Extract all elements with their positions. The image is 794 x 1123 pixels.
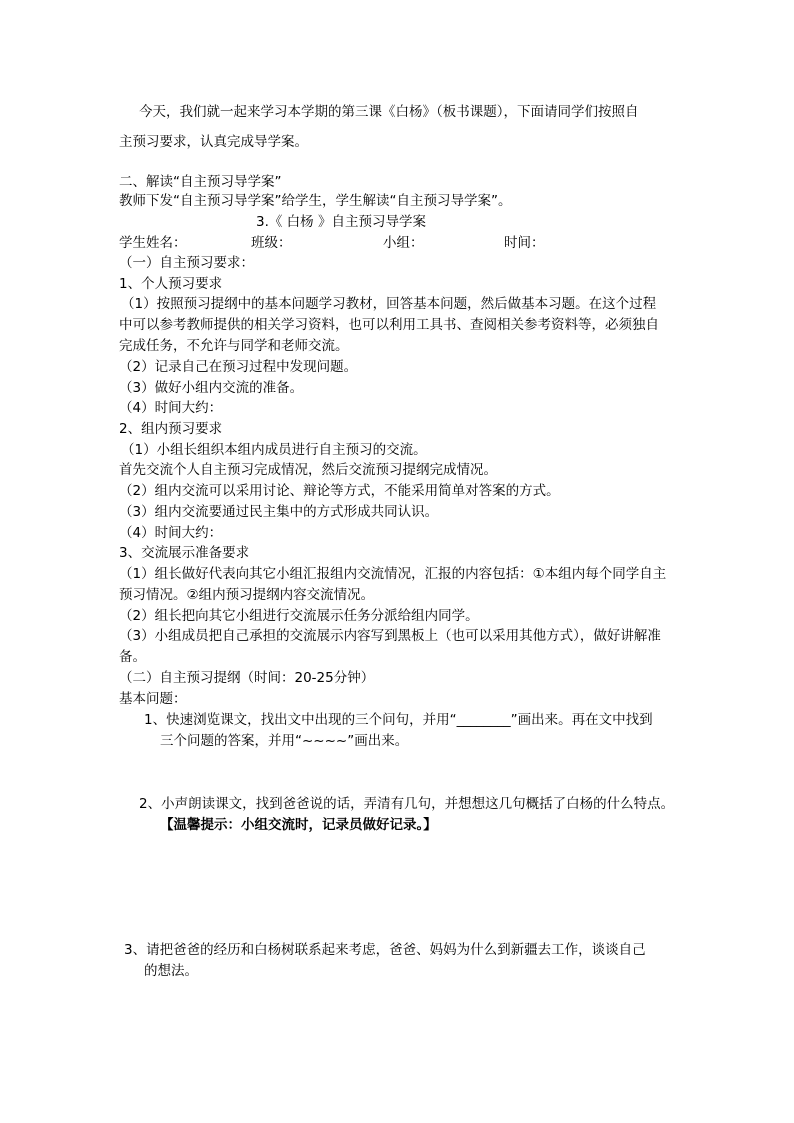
part-2-heading: （二）自主预习提纲（时间：20-25分钟） bbox=[119, 670, 375, 686]
question-2-tip: 【温馨提示：小组交流时，记录员做好记录。】 bbox=[160, 817, 437, 833]
question-3-line-1: 3、请把爸爸的经历和白杨树联系起来考虑，爸爸、妈妈为什么到新疆去工作，谈谈自己 bbox=[124, 942, 646, 958]
intro-line-2: 主预习要求，认真完成导学案。 bbox=[119, 134, 308, 150]
sub-1-item-1-line-2: 中可以参考教师提供的相关学习资料，也可以利用工具书、查阅相关参考资料等，必须独自 bbox=[119, 317, 659, 333]
sub-3-item-1-line-1: （1）组长做好代表向其它小组汇报组内交流情况，汇报的内容包括：①本组内每个同学自主 bbox=[119, 566, 667, 582]
time-label: 时间： bbox=[504, 235, 545, 251]
question-2-line-1: 2、小声朗读课文，找到爸爸说的话，弄清有几句，并想想这几句概括了白杨的什么特点。 bbox=[139, 796, 675, 812]
sub-1-item-4: （4）时间大约： bbox=[119, 400, 223, 416]
sub-2-item-1-note: 首先交流个人自主预习完成情况，然后交流预习提纲完成情况。 bbox=[119, 462, 497, 478]
section-2-description: 教师下发“自主预习导学案”给学生，学生解读“自主预习导学案”。 bbox=[119, 193, 512, 209]
sub-2-item-1: （1）小组长组织本组内成员进行自主预习的交流。 bbox=[121, 442, 427, 458]
question-1-line-1 bbox=[144, 710, 653, 730]
question-1-text-b: ”画出来。再在文中找到 bbox=[510, 712, 653, 728]
sub-1-title: 1、个人预习要求 bbox=[119, 276, 223, 292]
sub-1-item-2: （2）记录自己在预习过程中发现问题。 bbox=[119, 359, 358, 375]
sub-3-item-3-line-1: （3）小组成员把自己承担的交流展示内容写到黑板上（也可以采用其他方式），做好讲解准 bbox=[119, 628, 661, 644]
group-label: 小组： bbox=[383, 235, 424, 251]
sub-3-item-2: （2）组长把向其它小组进行交流展示任务分派给组内同学。 bbox=[119, 608, 479, 624]
part-1-heading: （一）自主预习要求： bbox=[119, 255, 254, 271]
sub-1-item-1-line-3: 完成任务，不允许与同学和老师交流。 bbox=[119, 338, 349, 354]
sub-2-title: 2、组内预习要求 bbox=[119, 421, 223, 437]
sub-1-item-1-line-1: （1）按照预习提纲中的基本问题学习教材，回答基本问题，然后做基本习题。在这个过程 bbox=[121, 296, 657, 312]
worksheet-title: 3.《 白杨 》自主预习导学案 bbox=[256, 214, 426, 230]
question-1-line-2: 三个问题的答案，并用“~~~~”画出来。 bbox=[160, 733, 409, 749]
sub-2-item-3: （3）组内交流要通过民主集中的方式形成共同认识。 bbox=[119, 504, 439, 520]
sub-3-item-3-line-2: 备。 bbox=[119, 649, 146, 665]
question-1-underline-sample: ________ bbox=[456, 712, 511, 728]
student-name-label: 学生姓名： bbox=[119, 235, 187, 251]
sub-2-item-4: （4）时间大约： bbox=[119, 525, 223, 541]
sub-2-item-2: （2）组内交流可以采用讨论、辩论等方式，不能采用简单对答案的方式。 bbox=[119, 483, 560, 499]
basic-questions-label: 基本问题： bbox=[119, 691, 187, 707]
sub-1-item-3: （3）做好小组内交流的准备。 bbox=[119, 380, 304, 396]
question-1-text-a: 1、快速浏览课文，找出文中出现的三个问句，并用“ bbox=[144, 712, 457, 728]
sub-3-item-1-line-2: 预习情况。②组内预习提纲内容交流情况。 bbox=[119, 587, 375, 603]
section-2-heading: 二、解读“自主预习导学案” bbox=[119, 174, 282, 190]
class-label: 班级： bbox=[251, 235, 292, 251]
sub-3-title: 3、交流展示准备要求 bbox=[119, 545, 250, 561]
question-3-line-2: 的想法。 bbox=[144, 963, 198, 979]
intro-line-1: 今天，我们就一起来学习本学期的第三课《白杨》（板书课题），下面请同学们按照自 bbox=[139, 104, 639, 120]
